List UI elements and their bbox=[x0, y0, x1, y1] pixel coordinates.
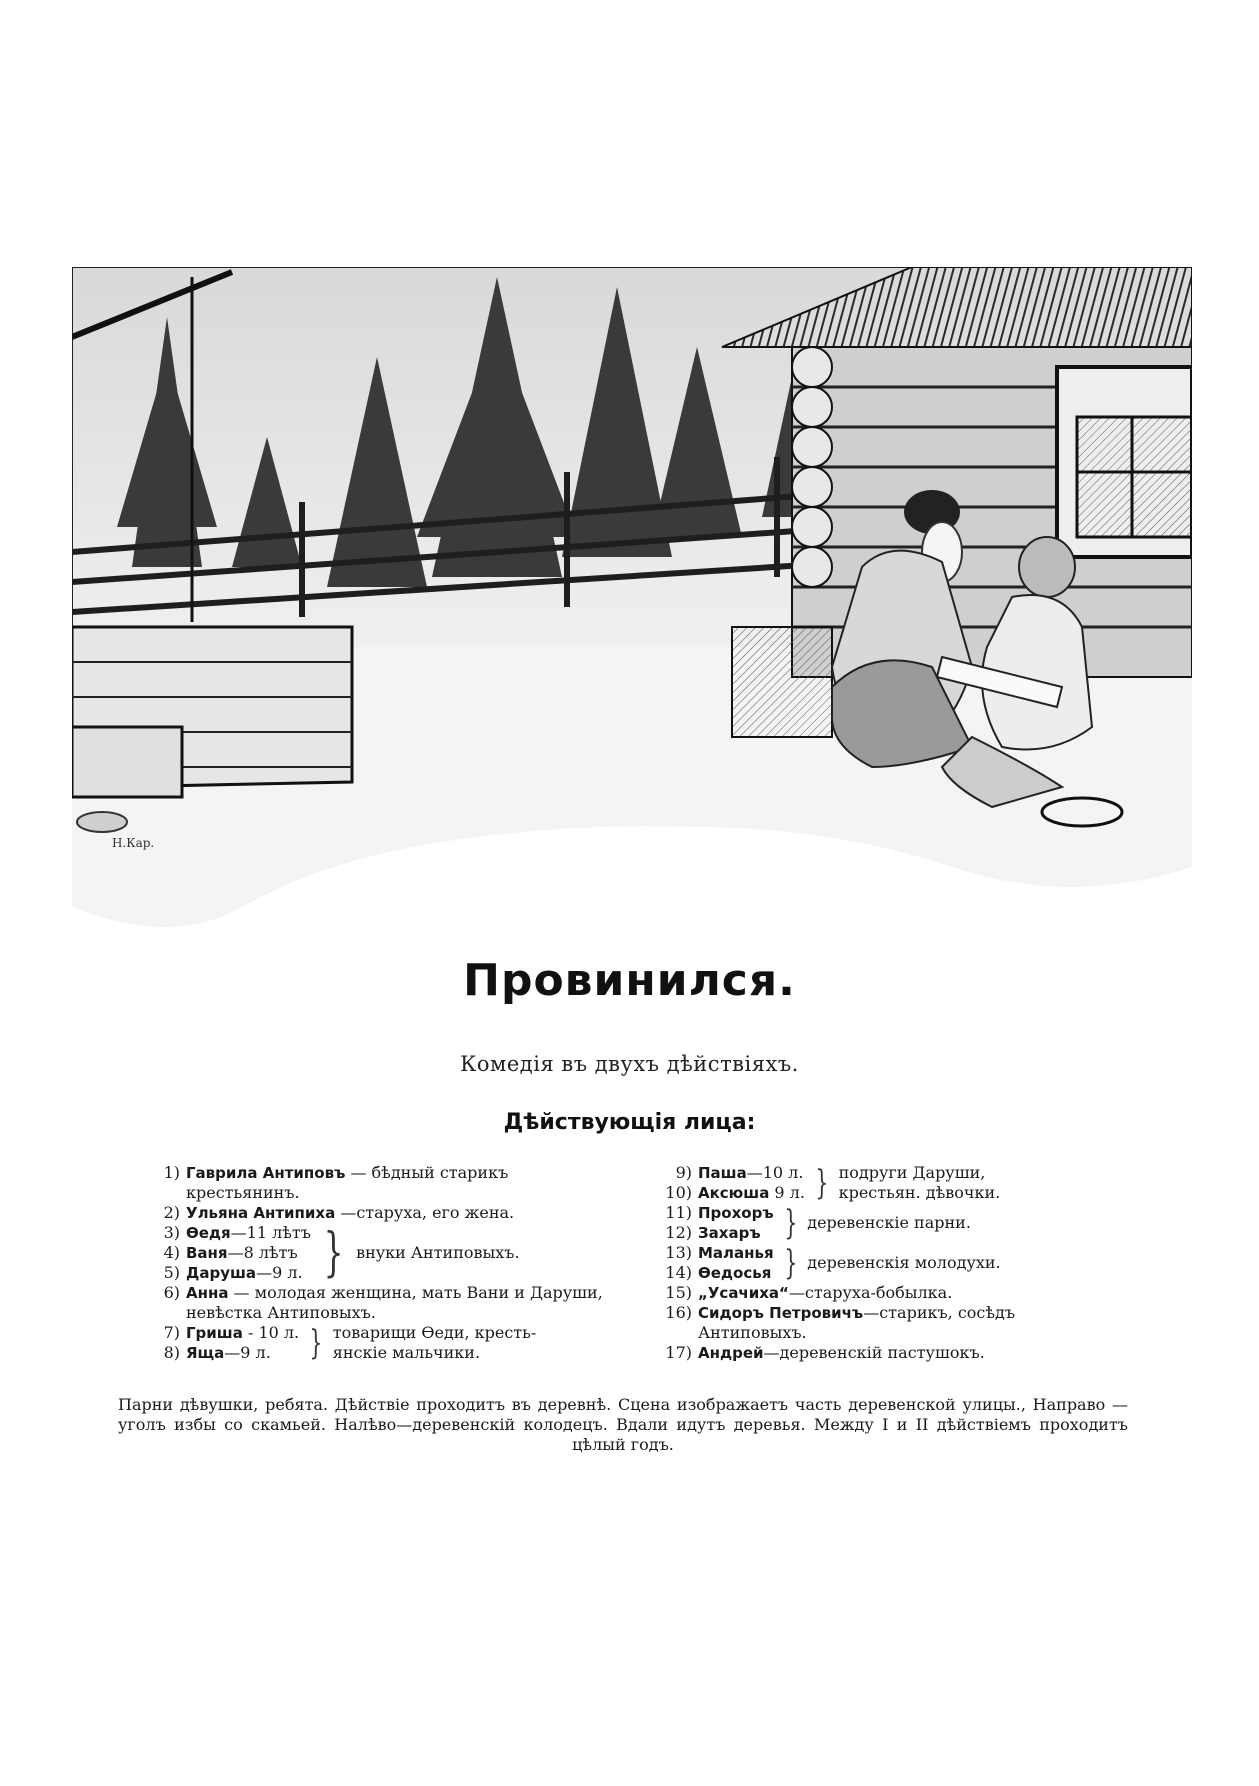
right-brace-icon: } bbox=[783, 1203, 797, 1243]
cast-description: —10 л. bbox=[746, 1163, 804, 1182]
cast-description: 9 л. bbox=[769, 1183, 805, 1202]
right-brace-icon: } bbox=[783, 1243, 797, 1283]
cast-group-wives bbox=[660, 1243, 1125, 1283]
cast-entry bbox=[660, 1343, 1125, 1363]
cast-name: Паша bbox=[698, 1164, 747, 1182]
group-label: деревенскіе парни. bbox=[807, 1213, 971, 1232]
cast-description: —9 л. bbox=[224, 1343, 271, 1362]
cast-number: 2) bbox=[163, 1203, 180, 1222]
page-title: Провинился. bbox=[463, 955, 796, 1006]
cast-name: „Усачиха“ bbox=[698, 1284, 789, 1302]
cast-entry bbox=[148, 1223, 311, 1243]
cast-name: Аксюша bbox=[698, 1184, 770, 1202]
cast-number: 11) bbox=[665, 1203, 692, 1222]
group-label: товарищи Ѳеди, кресть- bbox=[332, 1323, 537, 1342]
cast-number: 3) bbox=[163, 1223, 180, 1242]
cast-name: Гаврила Антиповъ bbox=[186, 1164, 346, 1182]
cast-group-lads bbox=[660, 1203, 1125, 1243]
cast-description: — бѣдный старикъ крестьянинъ. bbox=[186, 1163, 509, 1202]
cast-name: Прохоръ bbox=[698, 1204, 774, 1222]
cast-name: Анна bbox=[186, 1284, 229, 1302]
cast-number: 9) bbox=[675, 1163, 692, 1182]
cast-number: 8) bbox=[163, 1343, 180, 1362]
village-scene-image bbox=[72, 267, 1192, 947]
cast-number: 6) bbox=[163, 1283, 180, 1302]
cast-list-left bbox=[148, 1163, 603, 1363]
artist-signature: Н.Кар. bbox=[112, 836, 155, 850]
cast-name: Ѳедя bbox=[186, 1224, 231, 1242]
group-label: крестьян. дѣвочки. bbox=[838, 1183, 1001, 1202]
cast-number: 5) bbox=[163, 1263, 180, 1282]
cast-description: —старикъ, сосѣдъ Антиповыхъ. bbox=[698, 1303, 1016, 1342]
cast-name: Ульяна Антипиха bbox=[186, 1204, 336, 1222]
cast-entry bbox=[148, 1203, 603, 1223]
cast-name: Захаръ bbox=[698, 1224, 761, 1242]
cast-group-grandsons bbox=[148, 1223, 603, 1283]
cast-entry bbox=[660, 1223, 774, 1243]
cast-description: —11 лѣтъ bbox=[230, 1223, 311, 1242]
illustration bbox=[72, 267, 1192, 947]
cast-description: - 10 л. bbox=[242, 1323, 300, 1342]
cast-entry bbox=[660, 1203, 774, 1223]
cast-entry bbox=[148, 1163, 603, 1203]
cast-entry bbox=[148, 1343, 299, 1363]
cast-name: Маланья bbox=[698, 1244, 774, 1262]
cast-heading: Дѣйствующія лица: bbox=[503, 1110, 756, 1135]
right-brace-icon: } bbox=[323, 1223, 344, 1283]
cast-entry bbox=[660, 1283, 1125, 1303]
cast-number: 14) bbox=[665, 1263, 692, 1282]
cast-number: 16) bbox=[665, 1303, 692, 1322]
right-brace-icon: } bbox=[309, 1323, 323, 1363]
cast-name: Яща bbox=[186, 1344, 225, 1362]
cast-number: 10) bbox=[665, 1183, 692, 1202]
group-label: внуки Антиповыхъ. bbox=[356, 1243, 520, 1262]
cast-description: —8 лѣтъ bbox=[227, 1243, 298, 1262]
cast-description: —9 л. bbox=[256, 1263, 303, 1282]
cast-entry bbox=[660, 1163, 805, 1183]
cast-name: Сидоръ Петровичъ bbox=[698, 1304, 864, 1322]
cast-number: 4) bbox=[163, 1243, 180, 1262]
group-label: подруги Даруши, bbox=[838, 1163, 986, 1182]
cast-description: — молодая женщина, мать Вани и Даруши, невѣстка Антиповыхъ. bbox=[186, 1283, 603, 1322]
cast-entry bbox=[660, 1263, 774, 1283]
cast-name: Гриша bbox=[186, 1324, 243, 1342]
cast-entry bbox=[148, 1283, 603, 1323]
cast-name: Ваня bbox=[186, 1244, 228, 1262]
cast-entry bbox=[660, 1183, 805, 1203]
subtitle: Комедія въ двухъ дѣйствіяхъ. bbox=[460, 1052, 799, 1076]
cast-number: 17) bbox=[665, 1343, 692, 1362]
cast-list-right bbox=[660, 1163, 1125, 1363]
cast-entry bbox=[148, 1263, 311, 1283]
cast-number: 12) bbox=[665, 1223, 692, 1242]
cast-description: —старуха, его жена. bbox=[335, 1203, 515, 1222]
cast-entry bbox=[660, 1303, 1125, 1343]
cast-name: Андрей bbox=[698, 1344, 764, 1362]
stage-note: Парни дѣвушки, ребята. Дѣйствіе проходитъ въ деревнѣ. Сцена изображаетъ часть деревенской улицы., Направо — уголъ избы со скамьей. Налѣво—деревенскій колодецъ. Вдали идутъ деревья. Между I и II дѣйствіемъ проходитъ цѣлый годъ. bbox=[118, 1395, 1128, 1454]
cast-number: 1) bbox=[163, 1163, 180, 1182]
cast-entry bbox=[660, 1243, 774, 1263]
cast-entry bbox=[148, 1323, 299, 1343]
group-label: янскіе мальчики. bbox=[332, 1343, 481, 1362]
cast-group-boys bbox=[148, 1323, 603, 1363]
right-brace-icon: } bbox=[815, 1163, 829, 1203]
cast-number: 13) bbox=[665, 1243, 692, 1262]
group-label: деревенскія молодухи. bbox=[807, 1253, 1001, 1272]
cast-description: —старуха-бобылка. bbox=[788, 1283, 953, 1302]
cast-entry bbox=[148, 1243, 311, 1263]
cast-number: 7) bbox=[163, 1323, 180, 1342]
cast-description: —деревенскій пастушокъ. bbox=[763, 1343, 985, 1362]
cast-name: Даруша bbox=[186, 1264, 257, 1282]
cast-group-girls bbox=[660, 1163, 1125, 1203]
cast-number: 15) bbox=[665, 1283, 692, 1302]
cast-name: Ѳедосья bbox=[698, 1264, 772, 1282]
